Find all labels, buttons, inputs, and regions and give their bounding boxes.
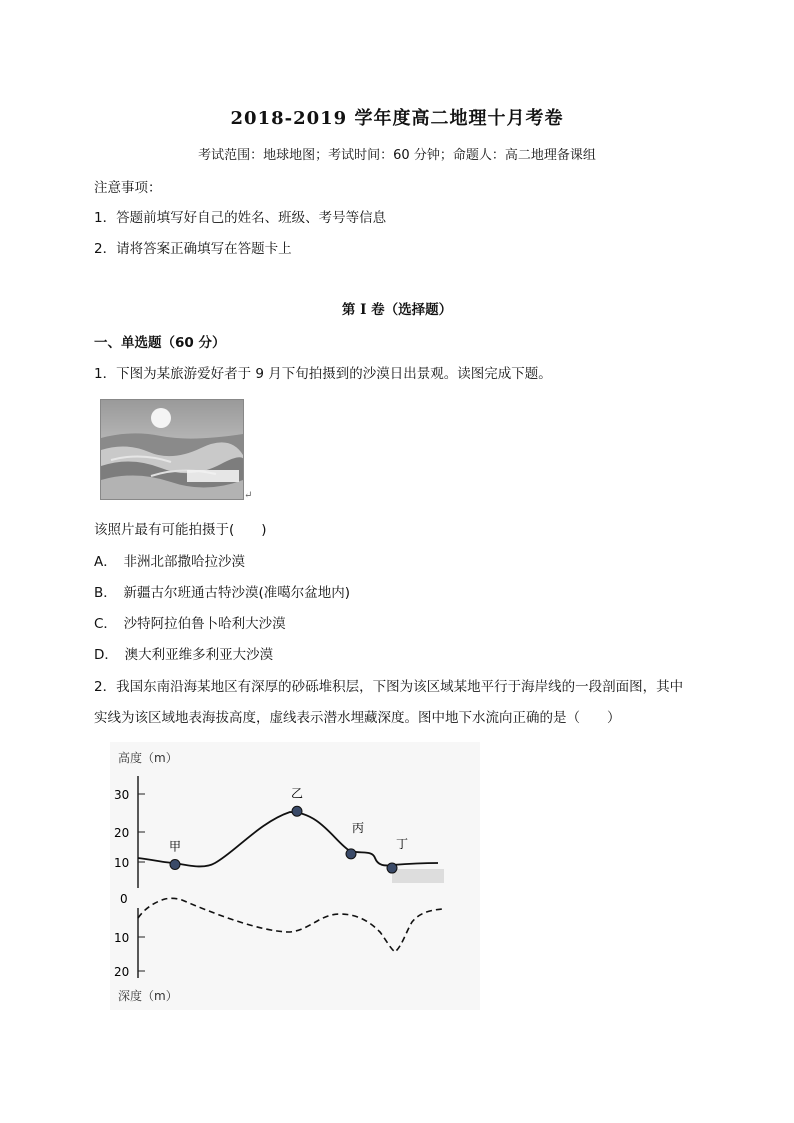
desert-sunrise-photo: [100, 399, 244, 500]
point-label-3: 丙: [351, 820, 365, 835]
q1-question: 该照片最有可能拍摄于( ): [94, 522, 267, 538]
exam-info: 考试范围：地球地图；考试时间：60 分钟；命题人：高二地理备课组: [198, 148, 596, 163]
notes-heading: 注意事项：: [94, 180, 162, 196]
part-title: 一、单选题（60 分）: [94, 335, 226, 351]
point-marker-1: [170, 860, 180, 870]
y-axis-label-top: 高度（m）: [118, 751, 178, 765]
q1-option-c: C． 沙特阿拉伯鲁卜哈利大沙漠: [94, 616, 286, 632]
q1-option-a: A． 非洲北部撒哈拉沙漠: [94, 554, 245, 570]
q1-stem: 1．下图为某旅游爱好者于 9 月下旬拍摄到的沙漠日出景观。读图完成下题。: [94, 366, 552, 382]
point-label-1: 甲: [168, 839, 182, 854]
y-axis-label-bottom: 深度（m）: [118, 989, 178, 1003]
paragraph-mark-icon: ↵: [244, 490, 253, 501]
q2-stem-line2: 实线为该区域地表海拔高度，虚线表示潜水埋藏深度。图中地下水流向正确的是（ ）: [94, 710, 621, 726]
point-label-4: 丁: [395, 837, 409, 852]
q2-stem-line1: 2．我国东南沿海某地区有深厚的砂砾堆积层，下图为该区域某地平行于海岸线的一段剖面图，其中: [94, 679, 684, 695]
point-marker-3: [346, 849, 356, 859]
q1-option-b: B． 新疆古尔班通古特沙漠(准噶尔盆地内): [94, 585, 351, 601]
blurred-label: [392, 869, 444, 883]
tick-label-depth-10: 10: [114, 931, 130, 945]
q1-option-d: D． 澳大利亚维多利亚大沙漠: [94, 647, 274, 663]
tick-label-0: 0: [120, 892, 128, 906]
point-label-2: 乙: [290, 786, 304, 801]
tick-label-depth-20: 20: [114, 965, 130, 979]
page-title: 2018-2019 学年度高二地理十月考卷: [230, 108, 564, 129]
profile-chart: [110, 742, 480, 1010]
point-marker-2: [292, 806, 302, 816]
point-marker-4: [387, 863, 397, 873]
note-item-2: 2．请将答案正确填写在答题卡上: [94, 241, 292, 257]
tick-label-30: 30: [114, 788, 130, 802]
tick-label-20: 20: [114, 826, 130, 840]
tick-label-10: 10: [114, 856, 130, 870]
note-item-1: 1．答题前填写好自己的姓名、班级、考号等信息: [94, 210, 387, 226]
section-title: 第 I 卷（选择题）: [341, 302, 453, 318]
